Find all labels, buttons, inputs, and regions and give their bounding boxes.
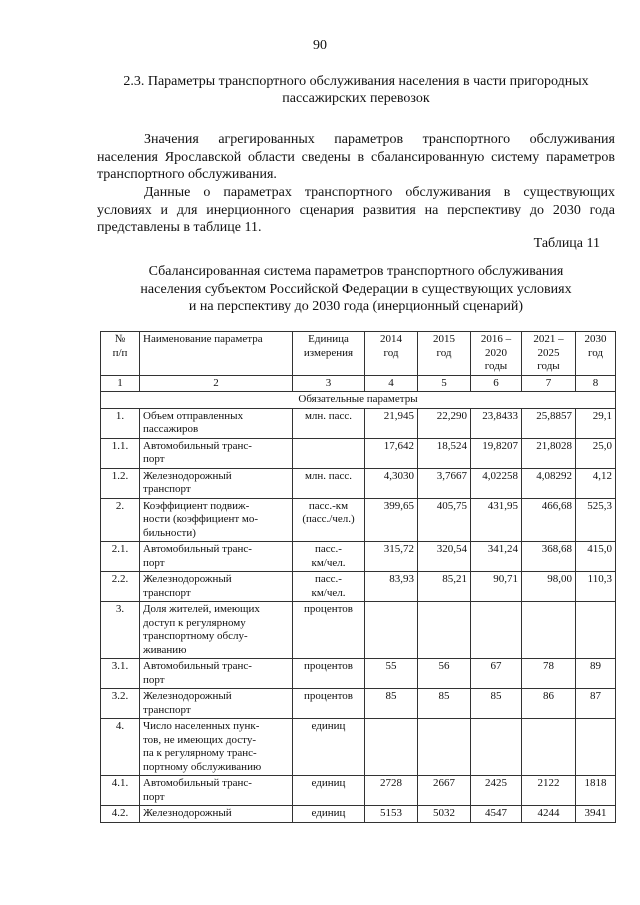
parameter-name-line: портному обслуживанию (143, 760, 262, 773)
row-value: 55 (365, 659, 418, 689)
row-value (522, 719, 576, 776)
row-unit (293, 572, 365, 602)
row-value (576, 602, 616, 659)
unit-line: км/чел. (311, 556, 346, 569)
row-parameter-name (140, 689, 293, 719)
row-value: 67 (471, 659, 522, 689)
row-value: 431,95 (471, 498, 522, 542)
row-number: 4. (101, 719, 140, 776)
row-unit (293, 806, 365, 823)
header-2014 (365, 332, 418, 376)
table-row (101, 468, 616, 498)
row-value: 315,72 (365, 542, 418, 572)
row-unit (293, 438, 365, 468)
paragraph-1: Значения агрегированных параметров транспортного обслуживания населения Ярославской области сведены в сбалансированную систему параметров транспортного обслуживания. (97, 132, 615, 182)
row-value: 5032 (418, 806, 471, 823)
header-2016-line-1: 2016 – (480, 333, 512, 345)
row-value: 341,24 (471, 542, 522, 572)
row-value (471, 602, 522, 659)
parameter-name-line: Железнодорожный (143, 573, 232, 585)
header-2030-line-1: 2030 (584, 333, 607, 345)
row-value: 56 (418, 659, 471, 689)
header-2016-line-3: годы (484, 360, 508, 372)
row-value: 25,0 (576, 438, 616, 468)
row-number: 4.1. (101, 776, 140, 806)
parameter-name-line: порт (143, 556, 165, 569)
index-cell: 1 (101, 375, 140, 392)
parameter-name-line: Железнодорожный (143, 469, 232, 482)
row-value: 525,3 (576, 498, 616, 542)
header-2030-line-2: год (587, 346, 604, 359)
row-parameter-name (140, 542, 293, 572)
row-value: 29,1 (576, 408, 616, 438)
row-value: 85 (418, 689, 471, 719)
paragraph-2: Данные о параметрах транспортного обслуживания в существующих условиях и для инерционного сценария развития на перспективу до 2030 года представлены в таблице 11. (97, 185, 615, 235)
row-unit (293, 408, 365, 438)
row-number: 3.1. (101, 659, 140, 689)
header-name-text: Наименование параметра (143, 333, 263, 345)
row-value: 23,8433 (471, 408, 522, 438)
parameter-name-line: транспорт (143, 586, 191, 599)
table-caption-line-3: и на перспективу до 2030 года (инерционный сценарий) (188, 299, 524, 314)
parameter-name-line: порт (143, 673, 165, 686)
parameter-name-line: Автомобильный транс- (143, 439, 252, 452)
row-parameter-name (140, 719, 293, 776)
row-value (522, 602, 576, 659)
table-section-row (101, 392, 616, 409)
row-value: 85,21 (418, 572, 471, 602)
row-value: 4,3030 (365, 468, 418, 498)
row-parameter-name (140, 438, 293, 468)
table-row (101, 572, 616, 602)
row-unit (293, 602, 365, 659)
row-number: 1.2. (101, 468, 140, 498)
row-value: 399,65 (365, 498, 418, 542)
row-value: 85 (365, 689, 418, 719)
parameter-name-line: Железнодорожный (143, 690, 232, 702)
index-cell: 4 (365, 375, 418, 392)
row-value (418, 719, 471, 776)
row-value: 2425 (471, 776, 522, 806)
row-value (365, 602, 418, 659)
header-2030 (576, 332, 616, 376)
row-value: 22,290 (418, 408, 471, 438)
row-parameter-name (140, 408, 293, 438)
parameter-name-line: Автомобильный транс- (143, 660, 252, 672)
row-number: 2.2. (101, 572, 140, 602)
unit-line: млн. пасс. (304, 409, 353, 422)
header-2021-line-3: годы (537, 360, 560, 372)
parameter-name-line: порт (143, 790, 165, 803)
row-number: 3. (101, 602, 140, 659)
parameter-name-line: транспортному обслу- (143, 630, 248, 642)
row-unit (293, 468, 365, 498)
section-heading-line-2: пассажирских перевозок (282, 91, 430, 106)
row-value: 89 (576, 659, 616, 689)
row-value: 78 (522, 659, 576, 689)
row-value: 4244 (522, 806, 576, 823)
row-value: 18,524 (418, 438, 471, 468)
parameter-name-line: Объем отправленных (143, 409, 244, 422)
header-2015-line-1: 2015 (433, 333, 455, 345)
row-value: 2122 (522, 776, 576, 806)
header-unit-line-1: Единица (308, 333, 349, 345)
row-parameter-name (140, 468, 293, 498)
row-value: 466,68 (522, 498, 576, 542)
row-value: 320,54 (418, 542, 471, 572)
row-value: 19,8207 (471, 438, 522, 468)
row-parameter-name (140, 572, 293, 602)
unit-line: процентов (304, 690, 353, 702)
table-caption-line-2: населения субъектом Российской Федерации в существующих условиях (140, 281, 572, 297)
table-row (101, 659, 616, 689)
parameter-name-line: Коэффициент подвиж- (143, 499, 250, 512)
header-num-line-2: п/п (112, 346, 128, 359)
row-parameter-name (140, 602, 293, 659)
table-caption (96, 263, 616, 316)
row-value (365, 719, 418, 776)
row-value: 368,68 (522, 542, 576, 572)
header-2015-line-2: год (436, 346, 452, 359)
row-value: 87 (576, 689, 616, 719)
index-cell: 5 (418, 375, 471, 392)
header-num-line-1: № (114, 333, 126, 345)
unit-line: млн. пасс. (304, 469, 353, 482)
index-cell: 6 (471, 375, 522, 392)
index-cell: 3 (293, 375, 365, 392)
row-unit (293, 776, 365, 806)
row-value (471, 719, 522, 776)
unit-line: (пасс./чел.) (302, 513, 355, 525)
row-unit (293, 498, 365, 542)
header-unit-line-2: измерения (303, 346, 354, 359)
parameter-name-line: Автомобильный транс- (143, 543, 252, 555)
row-value: 4547 (471, 806, 522, 823)
section-title: Обязательные параметры (101, 392, 616, 409)
index-cell: 7 (522, 375, 576, 392)
row-value (418, 602, 471, 659)
unit-line: единиц (311, 777, 346, 789)
row-value: 21,945 (365, 408, 418, 438)
table-header-row (101, 332, 616, 376)
row-value: 85 (471, 689, 522, 719)
row-value: 415,0 (576, 542, 616, 572)
row-value (576, 719, 616, 776)
parameter-name-line: Доля жителей, имеющих (143, 603, 260, 615)
table-row (101, 719, 616, 776)
unit-line: пасс.-км (308, 499, 349, 512)
row-value: 17,642 (365, 438, 418, 468)
row-unit (293, 719, 365, 776)
row-value: 4,12 (576, 468, 616, 498)
parameter-name-line: па к регулярному транс- (143, 747, 257, 759)
table-row (101, 602, 616, 659)
row-value: 98,00 (522, 572, 576, 602)
row-number: 1.1. (101, 438, 140, 468)
header-2021-2025 (522, 332, 576, 376)
parameter-name-line: живанию (143, 643, 187, 656)
row-value: 5153 (365, 806, 418, 823)
unit-line: процентов (304, 603, 353, 615)
row-number: 2.1. (101, 542, 140, 572)
row-parameter-name (140, 498, 293, 542)
header-2014-line-1: 2014 (380, 333, 402, 345)
header-unit (293, 332, 365, 376)
section-heading (96, 73, 616, 107)
parameter-name-line: доступ к регулярному (143, 616, 246, 629)
index-cell: 8 (576, 375, 616, 392)
unit-line: пасс.- (315, 543, 342, 555)
row-value: 405,75 (418, 498, 471, 542)
table-row (101, 498, 616, 542)
table-index-row (101, 375, 616, 392)
row-parameter-name (140, 776, 293, 806)
parameter-name-line: Железнодорожный (143, 807, 232, 819)
parameters-table (100, 331, 616, 823)
parameter-name-line: Число населенных пунк- (143, 720, 260, 732)
row-value: 3941 (576, 806, 616, 823)
row-value: 90,71 (471, 572, 522, 602)
table-caption-line-1: Сбалансированная система параметров транспортного обслуживания (148, 264, 564, 279)
unit-line: пасс.- (315, 573, 342, 585)
table-row (101, 408, 616, 438)
row-value: 2728 (365, 776, 418, 806)
row-parameter-name (140, 806, 293, 823)
row-value: 3,7667 (418, 468, 471, 498)
parameter-name-line: пассажиров (143, 423, 199, 435)
parameter-name-line: транспорт (143, 483, 191, 495)
row-number: 2. (101, 498, 140, 542)
parameter-name-line: Автомобильный транс- (143, 777, 252, 789)
table-row (101, 806, 616, 823)
parameter-name-line: порт (143, 453, 165, 465)
parameter-name-line: транспорт (143, 703, 191, 716)
row-value: 110,3 (576, 572, 616, 602)
unit-line: км/чел. (311, 586, 346, 599)
row-number: 4.2. (101, 806, 140, 823)
parameter-name-line: тов, не имеющих досту- (143, 733, 257, 746)
table-label: Таблица 11 (533, 236, 600, 251)
header-name (140, 332, 293, 376)
row-value: 86 (522, 689, 576, 719)
table-row (101, 689, 616, 719)
row-value: 4,08292 (522, 468, 576, 498)
header-2014-line-2: год (383, 346, 399, 359)
row-number: 1. (101, 408, 140, 438)
header-2021-line-1: 2021 – (533, 333, 564, 345)
unit-line: единиц (311, 807, 346, 819)
table-row (101, 776, 616, 806)
header-2021-line-2: 2025 (537, 346, 560, 359)
row-value: 1818 (576, 776, 616, 806)
row-value: 21,8028 (522, 438, 576, 468)
section-heading-line-1: 2.3. Параметры транспортного обслуживания населения в части пригородных (123, 74, 589, 89)
page-number: 90 (313, 38, 327, 53)
table-row (101, 438, 616, 468)
parameter-name-line: бильности) (143, 526, 196, 539)
parameter-name-line: ности (коэффициент мо- (143, 513, 259, 525)
row-number: 3.2. (101, 689, 140, 719)
header-num (101, 332, 140, 376)
header-2016-line-2: 2020 (485, 346, 507, 359)
unit-line: процентов (304, 660, 353, 672)
unit-line: единиц (311, 720, 346, 732)
table-row (101, 542, 616, 572)
row-unit (293, 689, 365, 719)
row-unit (293, 542, 365, 572)
header-2015 (418, 332, 471, 376)
row-value: 25,8857 (522, 408, 576, 438)
row-value: 2667 (418, 776, 471, 806)
row-value: 83,93 (365, 572, 418, 602)
row-parameter-name (140, 659, 293, 689)
row-value: 4,02258 (471, 468, 522, 498)
row-unit (293, 659, 365, 689)
index-cell: 2 (140, 375, 293, 392)
header-2016-2020 (471, 332, 522, 376)
